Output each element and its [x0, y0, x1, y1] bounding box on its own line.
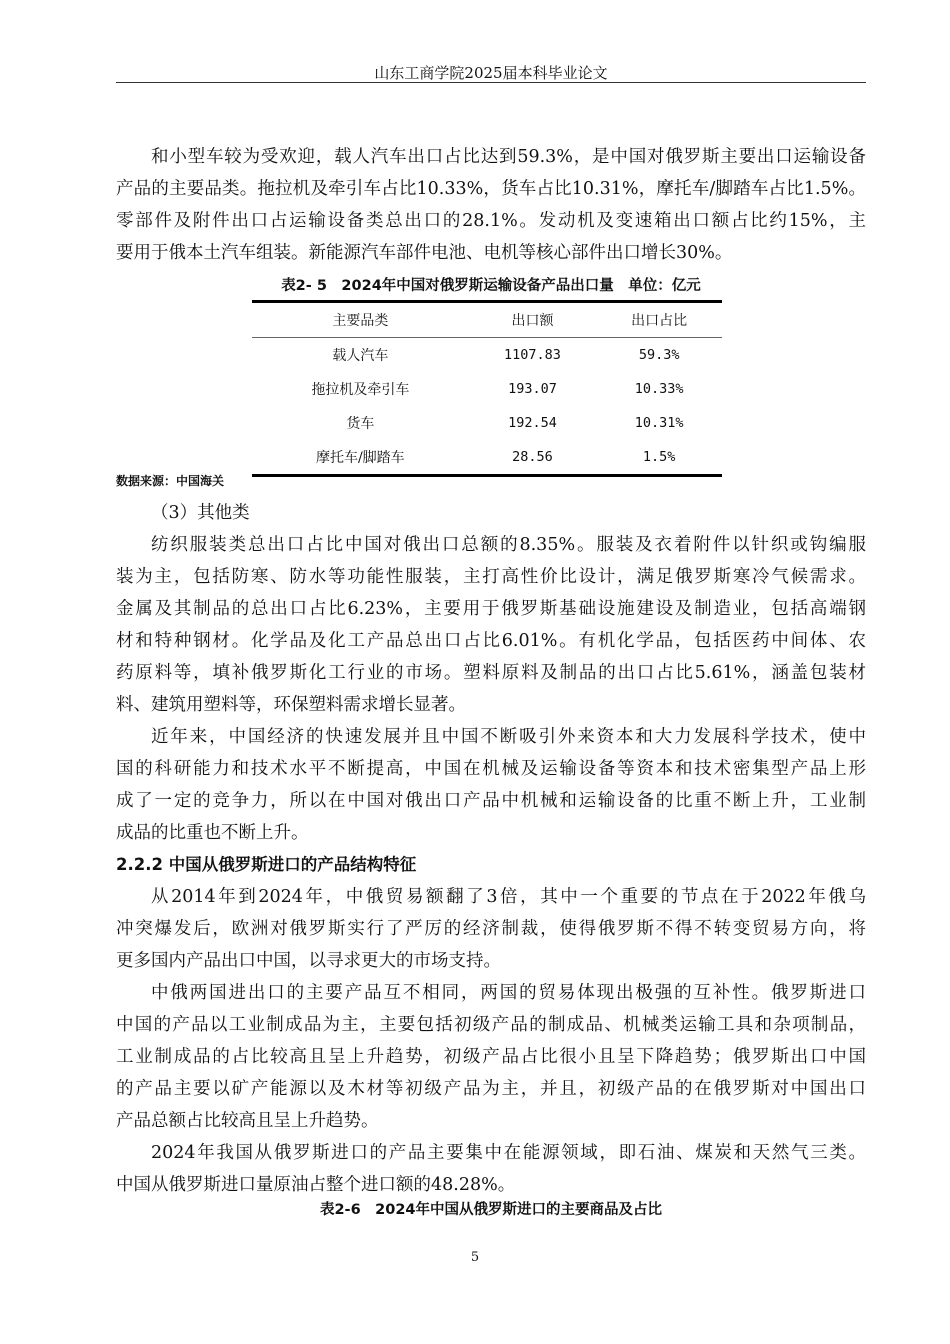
col-header: 出口额 — [469, 302, 597, 338]
text-line: 产品总额占比较高且呈上升趋势。 — [116, 1111, 379, 1131]
text-line: 产品的主要品类。拖拉机及牵引车占比10.33%，货车占比10.31%，摩托车/脚踏车占比1.5%。 — [116, 179, 866, 199]
text-line: 零部件及附件出口占运输设备类总出口的28.1%。发动机及变速箱出口额占比约15%，主 — [116, 211, 866, 231]
table-cell: 拖拉机及牵引车 — [311, 382, 410, 398]
section-heading-block — [116, 849, 866, 881]
table-cell: 1107.83 — [504, 347, 561, 363]
text-line: 冲突爆发后，欧洲对俄罗斯实行了严厉的经济制裁，使得俄罗斯不得不转变贸易方向，将 — [116, 919, 866, 939]
text-line: 从2014年到2024年，中俄贸易额翻了3倍，其中一个重要的节点在于2022年俄乌 — [151, 887, 866, 907]
text-line: 工业制成品的占比较高且呈上升趋势，初级产品占比很小且呈下降趋势；俄罗斯出口中国 — [116, 1047, 866, 1067]
table-caption-2: 表2-6 2024年中国从俄罗斯进口的主要商品及占比 — [319, 1202, 663, 1218]
col-header: 出口占比 — [596, 302, 722, 338]
table-header-row — [252, 302, 722, 338]
table-cell: 1.5% — [642, 449, 676, 465]
table-row — [252, 440, 722, 476]
text-line: 中国的产品以工业制成品为主，主要包括初级产品的制成品、机械类运输工具和杂项制品， — [116, 1015, 866, 1035]
text-line: 国的科研能力和技术水平不断提高，中国在机械及运输设备等资本和技术密集型产品上形 — [116, 759, 866, 779]
table-row — [252, 338, 722, 373]
text-line: 和小型车较为受欢迎，载人汽车出口占比达到59.3%，是中国对俄罗斯主要出口运输设备 — [151, 147, 866, 167]
text-line: 中国从俄罗斯进口量原油占整个进口额的48.28%。 — [116, 1175, 516, 1195]
paragraph-transport — [116, 141, 866, 269]
table-row — [252, 406, 722, 440]
text-line: 要用于俄本土汽车组装。新能源汽车部件电池、电机等核心部件出口增长30%。 — [116, 243, 733, 263]
table-cell: 28.56 — [512, 449, 553, 465]
table-cell: 货车 — [346, 416, 375, 432]
paragraph-energy — [116, 1137, 866, 1201]
paragraph-complement — [116, 977, 866, 1137]
subsection-other — [116, 497, 866, 529]
text-line: 2024年我国从俄罗斯进口的产品主要集中在能源领域，即石油、煤炭和天然气三类。 — [151, 1143, 866, 1163]
running-header: 山东工商学院2025届本科毕业论文 — [374, 64, 608, 82]
col-header: 主要品类 — [252, 302, 469, 338]
text-line: 中俄两国进出口的主要产品互不相同，两国的贸易体现出极强的互补性。俄罗斯进口 — [151, 983, 866, 1003]
text-line: 料、建筑用塑料等，环保塑料需求增长显著。 — [116, 695, 466, 715]
table-cell: 10.33% — [634, 381, 684, 397]
table-cell: 摩托车/脚踏车 — [315, 450, 405, 466]
paragraph-trend — [116, 721, 866, 849]
export-table — [252, 300, 722, 477]
table-cell: 载人汽车 — [332, 348, 389, 364]
text-line: 成品的比重也不断上升。 — [116, 823, 309, 843]
header-rule — [116, 82, 866, 83]
text-line: 金属及其制品的总出口占比6.23%，主要用于俄罗斯基础设施建设及制造业，包括高端钢 — [116, 599, 866, 619]
text-line: 药原料等，填补俄罗斯化工行业的市场。塑料原料及制品的出口占比5.61%，涵盖包装材 — [116, 663, 866, 683]
table-caption: 表2- 5 2024年中国对俄罗斯运输设备产品出口量 单位：亿元 — [281, 278, 701, 294]
text-line: 的产品主要以矿产能源以及木材等初级产品为主，并且，初级产品的在俄罗斯对中国出口 — [116, 1079, 866, 1099]
section-heading: 2.2.2 中国从俄罗斯进口的产品结构特征 — [116, 855, 417, 874]
paragraph-other — [116, 529, 866, 721]
text-line: 装为主，包括防寒、防水等功能性服装，主打高性价比设计，满足俄罗斯寒冷气候需求。 — [116, 567, 866, 587]
text-line: 更多国内产品出口中国，以寻求更大的市场支持。 — [116, 951, 501, 971]
table-cell: 59.3% — [638, 347, 680, 363]
text-line: 近年来，中国经济的快速发展并且中国不断吸引外来资本和大力发展科学技术，使中 — [151, 727, 866, 747]
data-source: 数据来源：中国海关 — [116, 474, 225, 488]
text-line: 纺织服装类总出口占比中国对俄出口总额的8.35%。服装及衣着附件以针织或钩编服 — [151, 535, 866, 555]
text-line: 成了一定的竞争力，所以在中国对俄出口产品中机械和运输设备的比重不断上升，工业制 — [116, 791, 866, 811]
table-cell: 193.07 — [508, 381, 557, 397]
paragraph-trade — [116, 881, 866, 977]
page-number: 5 — [470, 1250, 480, 1265]
subsection-title: （3）其他类 — [151, 503, 250, 523]
table-cell: 192.54 — [508, 415, 557, 431]
text-line: 材和特种钢材。化学品及化工产品总出口占比6.01%。有机化学品，包括医药中间体、农 — [116, 631, 866, 651]
table-cell: 10.31% — [634, 415, 684, 431]
table-row — [252, 372, 722, 406]
